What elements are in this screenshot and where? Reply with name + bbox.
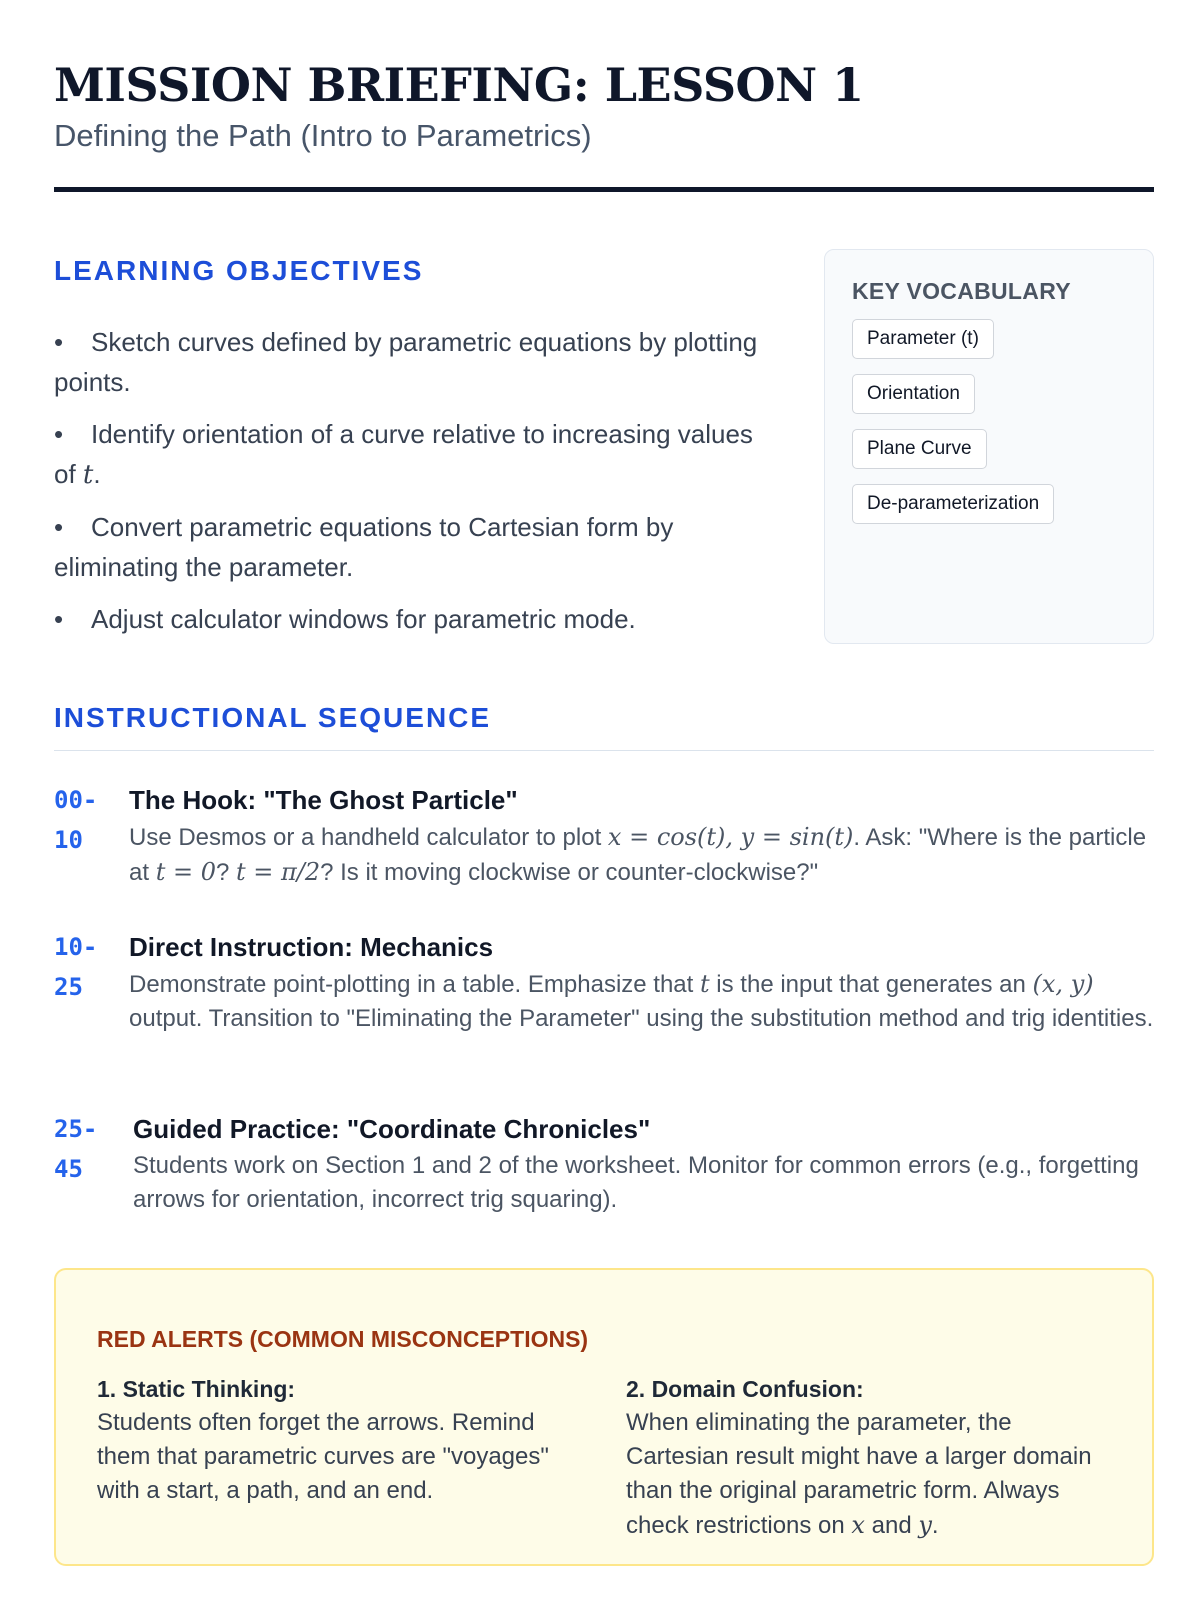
- alert-domain-confusion: [626, 1372, 1106, 1543]
- title-divider: [54, 187, 1154, 192]
- desc-text: is the input that generates an: [709, 971, 1033, 998]
- objective-item: [54, 414, 774, 495]
- desc-text: . Ask: "Where is the particle at: [129, 824, 1147, 886]
- time-start: 25-: [54, 1115, 98, 1143]
- sequence-time: [54, 1109, 114, 1189]
- alert-text-part: and: [864, 1512, 919, 1539]
- time-start: 00-: [54, 786, 98, 814]
- vocab-term-parameter: Parameter (t): [852, 319, 994, 359]
- misconceptions-alert-box: [54, 1268, 1154, 1566]
- bullet-icon: •: [54, 327, 64, 357]
- sequence-description: [129, 967, 1154, 1036]
- sequence-title: Direct Instruction: Mechanics: [129, 932, 494, 962]
- sequence-title: The Hook: "The Ghost Particle": [129, 785, 518, 815]
- desc-text: ?: [215, 859, 236, 886]
- objective-item: [54, 599, 774, 639]
- sequence-title: Guided Practice: "Coordinate Chronicles": [133, 1114, 651, 1144]
- objectives-heading: LEARNING OBJECTIVES: [54, 255, 424, 286]
- objective-text: Adjust calculator windows for parametric mode.: [91, 604, 636, 634]
- desc-text: ? Is it moving clockwise or counter-clockwise?": [320, 859, 819, 886]
- desc-text: Demonstrate point-plotting in a table. Emphasize that: [129, 971, 700, 998]
- vocab-term-plane-curve: Plane Curve: [852, 429, 987, 469]
- sequence-description: Students work on Section 1 and 2 of the worksheet. Monitor for common errors (e.g., forgetting arrows for orientation, incorrect trig squaring).: [133, 1152, 1139, 1213]
- objective-text: Sketch curves defined by parametric equations by plotting points.: [54, 327, 758, 397]
- time-end: 25: [54, 973, 83, 1001]
- alert-title: 2. Domain Confusion:: [626, 1376, 864, 1402]
- math-expression: x = cos(t), y = sin(t): [607, 823, 854, 851]
- vocab-term-orientation: Orientation: [852, 374, 975, 414]
- page-title: MISSION BRIEFING: LESSON 1: [54, 58, 864, 112]
- bullet-icon: •: [54, 419, 64, 449]
- objective-item: [54, 507, 774, 587]
- math-expression: t = π/2: [235, 858, 321, 886]
- alert-heading: RED ALERTS (COMMON MISCONCEPTIONS): [97, 1326, 589, 1352]
- sequence-time: [54, 927, 114, 1007]
- time-start: 10-: [54, 933, 98, 961]
- sequence-description: [129, 820, 1154, 890]
- objective-text: Identify orientation of a curve relative to increasing values of: [54, 419, 753, 489]
- sequence-body: [129, 927, 1154, 1036]
- objective-item: [54, 322, 774, 402]
- sequence-body: [129, 780, 1154, 890]
- key-vocabulary-panel: [824, 249, 1154, 644]
- math-expression: t = 0: [155, 858, 216, 886]
- objective-text: Convert parametric equations to Cartesian form by eliminating the parameter.: [54, 512, 674, 582]
- objective-text-end: .: [93, 459, 101, 489]
- math-y: y: [918, 1511, 932, 1539]
- page-subtitle: Defining the Path (Intro to Parametrics): [54, 118, 592, 153]
- vocabulary-title: KEY VOCABULARY: [852, 278, 1071, 304]
- bullet-icon: •: [54, 512, 64, 542]
- math-expression: (x, y): [1032, 970, 1094, 998]
- vocab-term-deparameterization: De-parameterization: [852, 484, 1054, 524]
- alert-text-part: When eliminating the parameter, the Cartesian result might have a larger domain than the original parametric form. Always check restrictions on: [626, 1409, 1092, 1539]
- desc-text: Use Desmos or a handheld calculator to plot: [129, 824, 608, 851]
- time-end: 45: [54, 1155, 83, 1183]
- alert-title: 1. Static Thinking:: [97, 1376, 296, 1402]
- sequence-body: [133, 1109, 1154, 1217]
- desc-text: output. Transition to "Eliminating the Parameter" using the substitution method and trig identities.: [129, 1005, 1154, 1032]
- time-end: 10: [54, 826, 83, 854]
- math-expression: t: [699, 970, 710, 998]
- objectives-list: [54, 322, 774, 651]
- alert-text: [626, 1406, 1106, 1543]
- sequence-heading: INSTRUCTIONAL SEQUENCE: [54, 702, 492, 733]
- bullet-icon: •: [54, 604, 64, 634]
- alert-text: Students often forget the arrows. Remind them that parametric curves are "voyages" with a start, a path, and an end.: [97, 1409, 549, 1504]
- alert-static-thinking: [97, 1372, 577, 1508]
- math-x: x: [851, 1511, 865, 1539]
- sequence-time: [54, 780, 114, 860]
- alert-text-part: .: [931, 1512, 939, 1539]
- math-t: t: [82, 460, 94, 490]
- sequence-divider: [54, 750, 1154, 751]
